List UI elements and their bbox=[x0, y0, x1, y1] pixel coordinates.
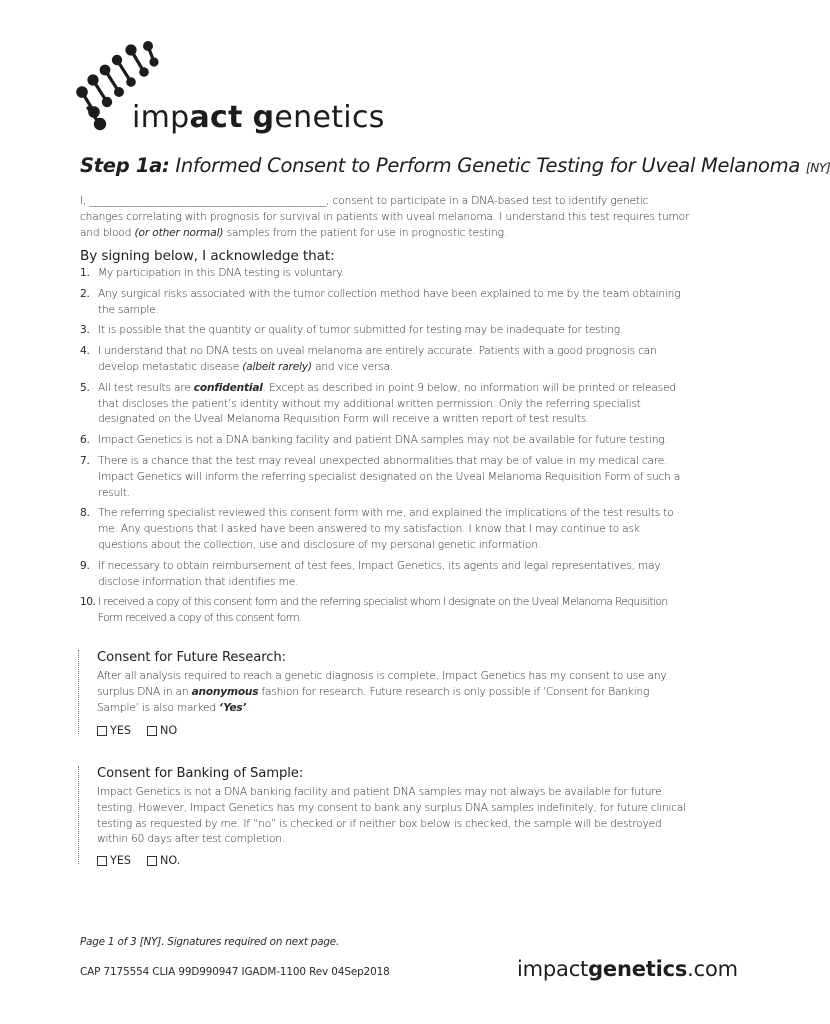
website-wordmark: impactgenetics.com bbox=[517, 957, 738, 981]
text-run: The referring specialist reviewed this consent form with me, and explained the implications of the test results to me. Any questions that I asked have been answered to my satisfaction. I know that I may continue to ask questions about the collection, use and disclosure of my personal genetic information. bbox=[98, 507, 674, 551]
research-yes-checkbox[interactable] bbox=[97, 724, 131, 737]
text-run: It is possible that the quantity or quality of tumor submitted for testing may be inadequate for testing. bbox=[98, 324, 624, 337]
item-number: 9. bbox=[80, 559, 90, 572]
research-no-checkbox[interactable] bbox=[147, 724, 177, 737]
acknowledgement-heading: By signing below, I acknowledge that: bbox=[80, 248, 335, 264]
banking-no-label: NO. bbox=[160, 854, 181, 868]
text-run: Impact Genetics is not a DNA banking facility and patient DNA samples may not be available for future testing. bbox=[98, 434, 668, 447]
item-number: 6. bbox=[80, 434, 90, 447]
future-research-section bbox=[78, 650, 688, 738]
text-run: confidential bbox=[193, 381, 263, 394]
text-run: There is a chance that the test may reveal unexpected abnormalities that may be of value in my medical care. Impact Genetics will inform the referring specialist designated on the Uveal Melanoma Requisition Form of such a result. bbox=[98, 454, 681, 499]
dotted-rule bbox=[78, 650, 79, 734]
text-run: anonymous bbox=[191, 685, 259, 698]
text-run: Impact Genetics is not a DNA banking facility and patient DNA samples may not always be available for future testing. However, Impact Genetics has my consent to bank any surplus DNA samples indefinitely, for future clinical testing as requested by me. If “no” is checked or if neither box below is checked, the sample will be destroyed within 60 days after test completion. bbox=[97, 786, 686, 846]
banking-yes-label: YES bbox=[110, 854, 132, 868]
text-run: (albeit rarely) bbox=[242, 360, 312, 373]
banking-sample-section bbox=[78, 766, 688, 868]
text-run: . bbox=[246, 701, 250, 714]
text-run: and vice versa. bbox=[311, 360, 394, 373]
text-run: fashion for research. Future research is only possible if ‘Consent for Banking Sample’ is also marked bbox=[97, 685, 650, 714]
text-run: After all analysis required to reach a genetic diagnosis is complete, Impact Genetics has my consent to use any surplus DNA in an bbox=[97, 670, 667, 698]
future-research-options bbox=[97, 724, 688, 737]
item-number: 1. bbox=[80, 267, 90, 279]
company-logo bbox=[74, 42, 385, 142]
text-run: If necessary to obtain reimbursement of test fees, Impact Genetics, its agents and legal representatives, may disclose information that identifies me. bbox=[98, 559, 661, 588]
banking-yes-checkbox[interactable] bbox=[97, 854, 131, 867]
acknowledgement-item bbox=[80, 323, 690, 339]
research-yes-label: YES bbox=[110, 724, 132, 738]
text-run: Any surgical risks associated with the tumor collection method have been explained to me by the team obtaining the sample. bbox=[98, 287, 681, 316]
item-number: 7. bbox=[80, 454, 90, 467]
banking-sample-options bbox=[97, 854, 688, 867]
item-number: 8. bbox=[80, 507, 90, 520]
text-run: . Except as described in point 9 below, no information will be printed or released that discloses the patient’s identity without my additional written permission. Only the referring specialist designated on the Uveal Melanoma Requisition Form will receive a written report of test results. bbox=[98, 381, 676, 426]
acknowledgement-item bbox=[80, 287, 690, 319]
acknowledgement-item bbox=[80, 454, 690, 501]
future-research-text bbox=[97, 669, 687, 716]
item-number: 4. bbox=[80, 345, 90, 358]
page-footer-note: Page 1 of 3 [NY]. Signatures required on next page. bbox=[80, 936, 340, 948]
acknowledgement-item bbox=[80, 506, 690, 553]
acknowledgement-item bbox=[80, 433, 690, 449]
acknowledgement-item bbox=[80, 344, 690, 376]
item-number: 10. bbox=[80, 596, 96, 609]
dotted-rule bbox=[78, 766, 79, 864]
text-run: My participation in this DNA testing is voluntary. bbox=[98, 267, 345, 279]
acknowledgement-item bbox=[80, 595, 690, 627]
item-number: 3. bbox=[80, 324, 90, 337]
page-title: Step 1a: Informed Consent to Perform Genetic Testing for Uveal Melanoma [NY] bbox=[80, 154, 830, 177]
text-run: All test results are bbox=[98, 381, 194, 394]
acknowledgement-item bbox=[80, 381, 690, 428]
text-run: ‘Yes’ bbox=[219, 701, 247, 714]
item-number: 2. bbox=[80, 287, 90, 300]
document-codes: CAP 7175554 CLIA 99D990947 IGADM-1100 Rev 04Sep2018 bbox=[80, 966, 390, 978]
banking-sample-text bbox=[97, 785, 687, 848]
checkbox-icon bbox=[147, 856, 157, 866]
acknowledgement-item bbox=[80, 266, 690, 282]
checkbox-icon bbox=[97, 726, 107, 736]
text-run: I received a copy of this consent form and the referring specialist whom I designate on the Uveal Melanoma Requisition Form received a copy of this consent form. bbox=[98, 596, 668, 625]
acknowledgement-item bbox=[80, 559, 690, 591]
checkbox-icon bbox=[147, 726, 157, 736]
checkbox-icon bbox=[97, 856, 107, 866]
acknowledgement-list bbox=[80, 266, 690, 632]
consent-intro-paragraph: I, ______________________________________________, consent to participate in a DNA-based test to identify genetic changes correlating with prognosis for survival in patients with uveal melanoma. I understand this test requires tumor and blood (or other normal) samples from the patient for use in prognostic testing. bbox=[80, 195, 690, 240]
text-run: I understand that no DNA tests on uveal melanoma are entirely accurate. Patients with a good prognosis can develop metastatic disease bbox=[98, 345, 657, 373]
future-research-heading: Consent for Future Research: bbox=[97, 650, 286, 665]
banking-no-checkbox[interactable] bbox=[147, 854, 180, 867]
company-wordmark: impact genetics bbox=[132, 100, 385, 135]
banking-sample-heading: Consent for Banking of Sample: bbox=[97, 766, 304, 781]
item-number: 5. bbox=[80, 381, 90, 394]
research-no-label: NO bbox=[160, 724, 178, 738]
